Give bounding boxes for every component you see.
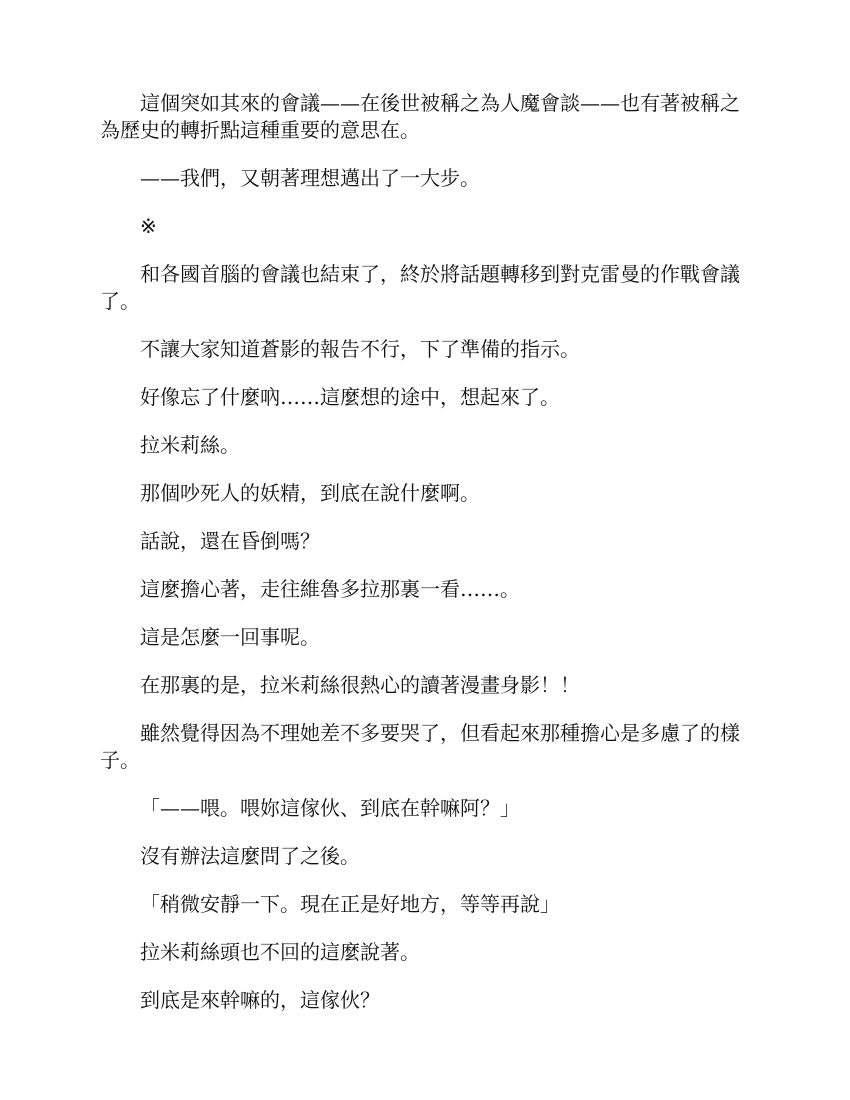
paragraph: 這個突如其來的會議——在後世被稱之為人魔會談——也有著被稱之為歷史的轉折點這種重要的意思在。 [100,91,740,142]
paragraph: 不讓大家知道蒼影的報告不行，下了準備的指示。 [140,337,580,361]
dialogue-line: 「稍微安靜一下。現在正是好地方，等等再說」 [140,892,560,916]
paragraph: 和各國首腦的會議也結束了，終於將話題轉移到對克雷曼的作戰會議了。 [100,262,740,313]
scene-break-mark: ※ [140,214,157,238]
paragraph: 這麼擔心著，走往維魯多拉那裏一看……。 [140,577,520,601]
paragraph: ——我們，又朝著理想邁出了一大步。 [140,166,480,190]
paragraph: 拉米莉絲。 [140,433,240,457]
document-body [100,90,748,1035]
paragraph: 到底是來幹嘛的，這傢伙？ [140,988,380,1012]
paragraph: 沒有辦法這麼問了之後。 [140,844,360,868]
paragraph: 好像忘了什麼吶……這麼想的途中，想起來了。 [140,385,560,409]
paragraph: 這是怎麼一回事呢。 [140,625,320,649]
paragraph: 拉米莉絲頭也不回的這麼說著。 [140,940,420,964]
paragraph: 那個吵死人的妖精，到底在說什麼啊。 [140,481,480,505]
paragraph: 在那裏的是，拉米莉絲很熱心的讀著漫畫身影！！ [140,673,580,697]
dialogue-line: 「——喂。喂妳這傢伙、到底在幹嘛阿？」 [140,796,520,820]
paragraph: 話說，還在昏倒嗎？ [140,529,320,553]
paragraph: 雖然覺得因為不理她差不多要哭了，但看起來那種擔心是多慮了的樣子。 [100,721,740,772]
